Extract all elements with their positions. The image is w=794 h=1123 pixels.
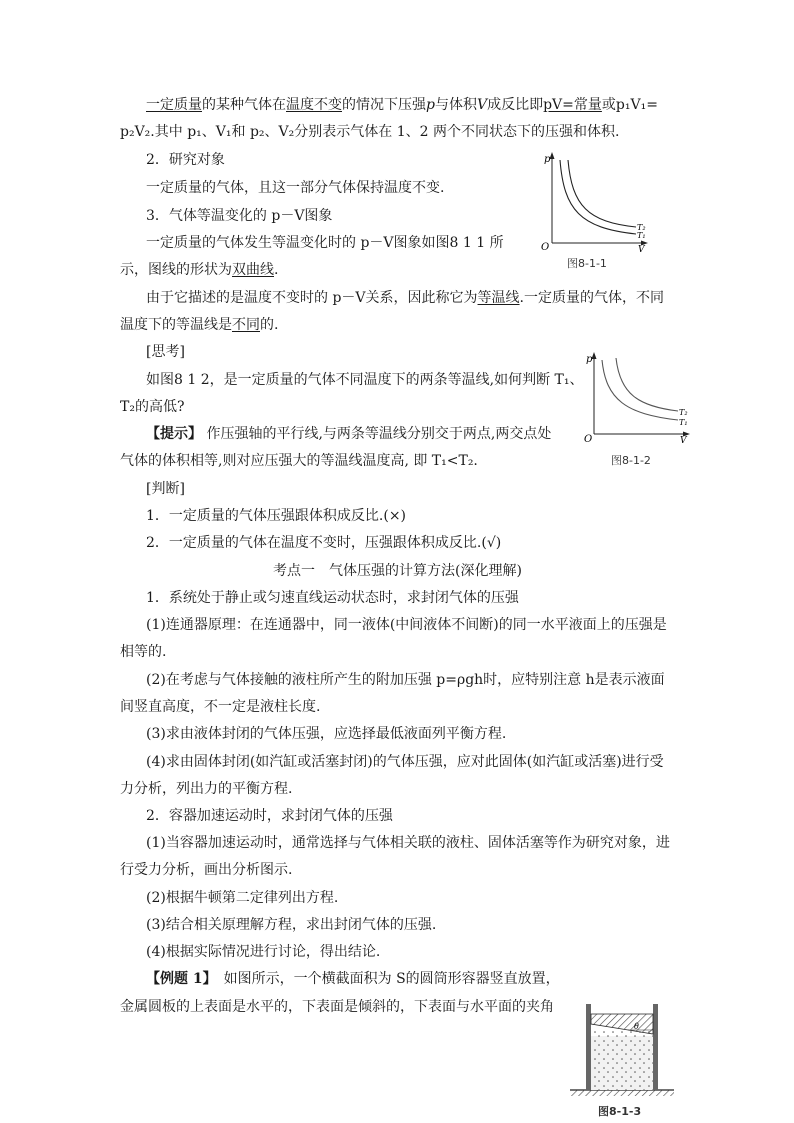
axis-v-label: V [680,436,687,444]
text-span: 由于它描述的是温度不变时的 p－V关系，因此称它为 [146,290,478,306]
keypoint-1-1a: (1)连通器原理：在连通器中，同一液体(中间液体不间断)的同一水平液面上的压强是 [146,617,667,633]
keypoint-1-4a: (4)求由固体封闭(如汽缸或活塞封闭)的气体压强，应对此固体(如汽缸或活塞)进行受 [146,754,664,770]
term-fixed-mass: 一定质量 [146,97,202,113]
section-3-title: 3．气体等温变化的 p－V图象 [146,208,333,224]
term-different: 不同 [232,317,260,333]
keypoint-1-4b: 力分析，列出力的平衡方程. [120,781,293,797]
judge-item-1: 1．一定质量的气体压强跟体积成反比.(×) [146,508,407,524]
curve-t1-label: T₁ [679,418,688,427]
term-constant-temperature: 温度不变 [286,97,342,113]
keypoint-1-2b: 间竖直高度，不一定是液柱长度. [120,699,321,715]
figure-8-1-1-caption: 图8-1-1 [567,257,607,270]
term-pv-constant: pV=常量 [543,97,602,113]
axis-v-label: V [638,245,645,253]
text-span: 或 [601,97,616,113]
keypoint-2-3: (3)结合相关原理解方程，求出封闭气体的压强. [146,917,437,933]
figure-8-1-2 [582,348,694,444]
hint-line-2: 气体的体积相等,则对应压强大的等温线温度高, 即 T₁<T₂. [120,453,478,469]
judge-item-2: 2．一定质量的气体在温度不变时，压强跟体积成反比.(√) [146,535,502,551]
section-2-body: 一定质量的气体，且这一部分气体保持温度不变. [146,180,445,196]
text-span: 如图所示，一个横截面积为 S的圆筒形容器竖直放置， [209,971,560,987]
text-span: 的. [260,317,279,333]
keypoint-2-2: (2)根据牛顿第二定律列出方程. [146,890,339,906]
keypoint-2-1b: 行受力分析，画出分析图示. [120,862,293,878]
figure-8-1-2-caption: 图8-1-2 [611,454,651,467]
section-3-line-3 [146,288,664,308]
symbol-v: V [476,97,488,113]
judge-tag: [判断] [146,481,185,497]
hint-line-1 [146,424,551,444]
keypoint-2: 2．容器加速运动时，求封闭气体的压强 [146,808,393,824]
text-span: 的情况下压强 [342,97,426,113]
keypoint-1: 1．系统处于静止或匀速直线运动状态时，求封闭气体的压强 [146,590,519,606]
origin-label: O [541,242,550,253]
figure-8-1-1 [538,148,650,253]
keypoint-2-4: (4)根据实际情况进行讨论，得出结论. [146,944,381,960]
text-span: 示，图线的形状为 [120,262,232,278]
symbol-p: p [426,97,435,113]
keypoint-1-3: (3)求由液体封闭的气体压强，应选择最低液面列平衡方程. [146,726,507,742]
text-span: 温度下的等温线是 [120,317,232,333]
figure-8-1-3-caption: 图8-1-3 [598,1105,642,1118]
axis-p-label: p [586,354,593,365]
curve-t2-label: T₂ [679,408,688,417]
keypoint-heading: 考点一 气体压强的计算方法(深化理解) [273,563,522,579]
text-span: . [274,262,279,278]
example-tag: 【例题 1】 [146,971,210,987]
curve-t2-label: T₂ [637,223,646,232]
formula-p1v1: p₁V₁= [615,97,658,113]
think-question-1: 如图8 1 2，是一定质量的气体不同温度下的两条等温线,如何判断 T₁、 [146,372,584,388]
section-2-title: 2．研究对象 [146,152,225,168]
section-3-line-4 [120,315,278,335]
text-span: .一定质量的气体，不同 [519,290,664,306]
angle-theta-label: θ [634,1022,639,1031]
keypoint-2-1a: (1)当容器加速运动时，通常选择与气体相关联的液柱、固体活塞等作为研究对象，进 [146,835,670,851]
intro-line-2: p₂V₂.其中 p₁、V₁和 p₂、V₂分别表示气体在 1、2 两个不同状态下的压强和体积. [120,124,620,140]
axis-p-label: p [544,154,551,165]
origin-label: O [584,434,593,444]
intro-line-1 [146,95,658,115]
keypoint-1-2a: (2)在考虑与气体接触的液柱所产生的附加压强 p=ρgh时，应特别注意 h是表示液面 [146,672,665,688]
figure-8-1-3 [566,1002,678,1100]
term-isotherm: 等温线 [477,290,520,306]
section-3-line-2 [120,260,278,280]
term-hyperbola: 双曲线 [232,262,274,278]
section-3-line-1: 一定质量的气体发生等温变化时的 p－V图象如图8 1 1 所 [146,235,504,251]
text-span: 与体积 [434,97,477,113]
text-span: 的某种气体在 [202,97,286,113]
think-question-2: T₂的高低? [120,399,185,415]
text-span: 成反比即 [487,97,544,113]
curve-t1-label: T₁ [637,231,646,240]
example-line-2: 金属圆板的上表面是水平的，下表面是倾斜的，下表面与水平面的夹角 [120,999,554,1015]
hint-tag: 【提示】 [146,426,202,442]
keypoint-1-1b: 相等的. [120,644,167,660]
example-line-1 [146,969,560,989]
think-tag: [思考] [146,344,185,360]
text-span: 作压强轴的平行线,与两条等温线分别交于两点,两交点处 [202,426,552,442]
